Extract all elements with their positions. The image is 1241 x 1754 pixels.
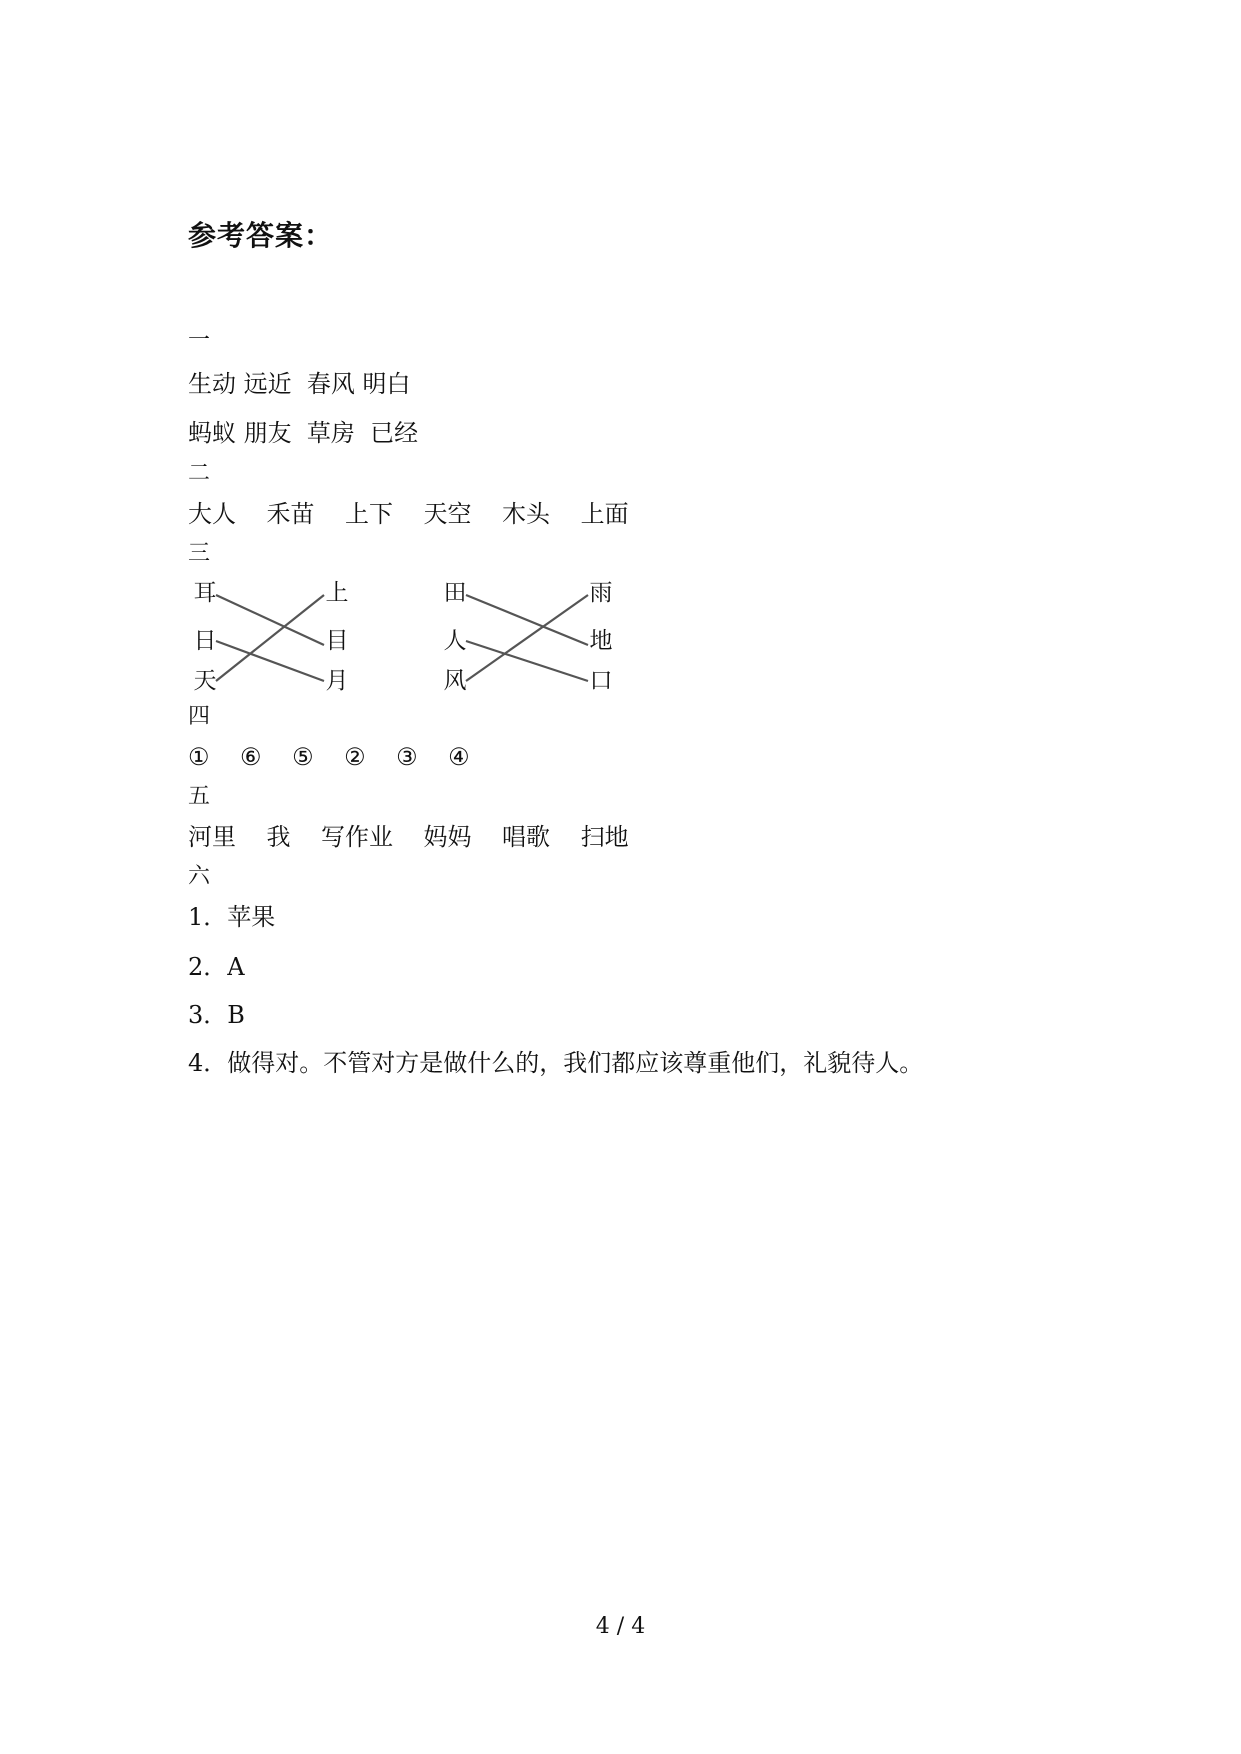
match-left-char: 风 [443,668,467,694]
matching-lines [188,578,628,698]
match-left-char: 日 [193,628,217,654]
answer-item: 3．B [188,1001,245,1029]
page-title: 参考答案： [188,219,334,252]
match-right-char: 雨 [589,580,613,606]
match-left-char: 人 [443,628,467,654]
matching-exercise [188,578,628,698]
match-right-char: 上 [325,580,349,606]
match-line-person-mouth [466,641,588,681]
section-1-line-2: 蚂蚁 朋友 草房 已经 [188,419,419,447]
match-right-char: 目 [325,628,349,654]
match-left-char: 田 [443,580,467,606]
section-5-line-1: 河里 我 写作业 妈妈 唱歌 扫地 [188,823,629,851]
section-2-heading: 二 [188,461,211,486]
match-line-sun-moon [216,641,324,681]
answer-item: 4．做得对。不管对方是做什么的，我们都应该尊重他们，礼貌待人。 [188,1049,924,1077]
answer-item: 2．A [188,953,245,981]
section-4-heading: 四 [188,704,211,729]
match-left-char: 耳 [193,580,217,606]
section-3-heading: 三 [188,541,211,566]
match-right-char: 口 [589,668,613,694]
match-right-char: 月 [325,668,349,694]
section-1-line-1: 生动 远近 春风 明白 [188,370,411,398]
section-2-line-1: 大人 禾苗 上下 天空 木头 上面 [188,500,629,528]
match-left-char: 天 [193,668,217,694]
section-4-line-1: ① ⑥ ⑤ ② ③ ④ [188,743,470,771]
section-5-heading: 五 [188,784,211,809]
section-1-heading: 一 [188,328,211,353]
answer-item: 1．苹果 [188,903,276,931]
match-right-char: 地 [589,628,613,654]
section-6-heading: 六 [188,864,211,889]
page-number: 4 / 4 [595,1614,646,1639]
